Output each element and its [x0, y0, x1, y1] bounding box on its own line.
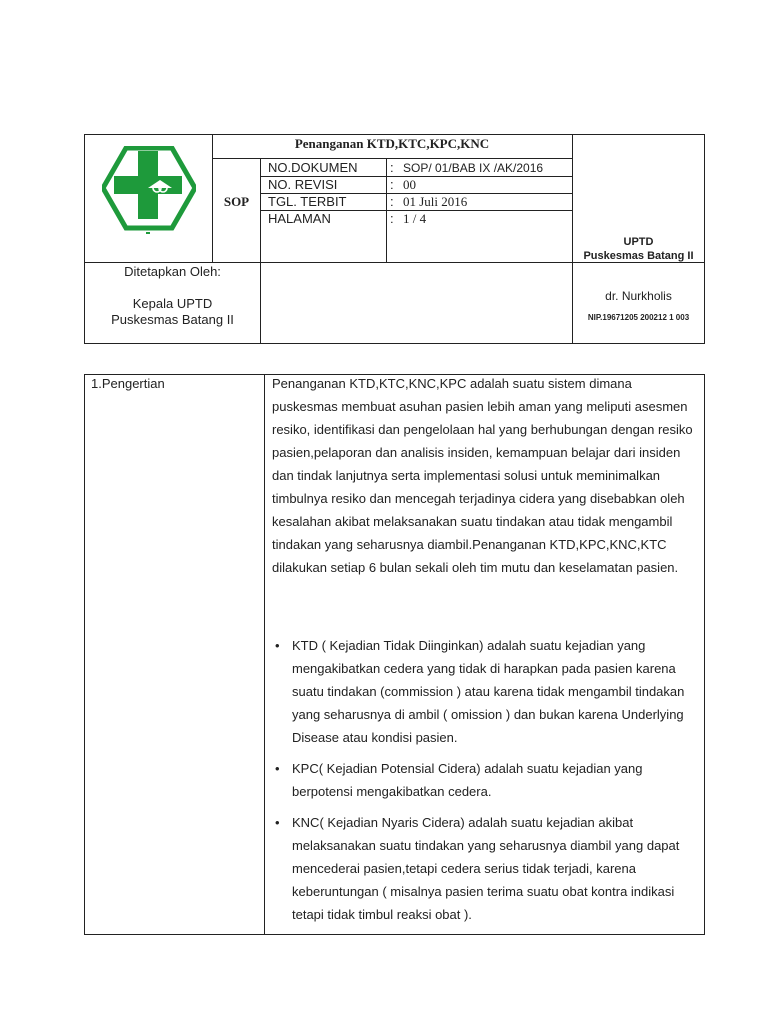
puskesmas-logo-icon: [102, 146, 196, 236]
definition-paragraph: Penanganan KTD,KTC,KNC,KPC adalah suatu sistem dimana puskesmas membuat asuhan pasien lebih aman yang meliputi asesmen resiko, identifikasi dan pengelolaan hal yang berhubungan dengan resiko pasien,pelaporan dan analisis insiden, kemampuan belajar dari insiden dan tindak lanjutnya serta implementasi solusi untuk meminimalkan timbulnya resiko dan mencegah terjadinya cidera yang disebabkan oleh kesalahan akibat melaksanakan suatu tindakan atau tidak mengambil tindakan yang seharusnya diambil.Penanganan KTD,KPC,KNC,KTC dilakukan setiap 6 bulan sekali oleh tim mutu dan keselamatan pasien.: [272, 376, 693, 575]
bullet-item-kpc: • KPC( Kejadian Potensial Cidera) adalah suatu kejadian yang berpotensi mengakibatkan cedera.: [272, 757, 700, 803]
org-name-line2: Puskesmas Batang II: [583, 250, 694, 262]
section-label-pengertian: 1.Pengertian: [91, 376, 165, 391]
org-name-line1: UPTD: [623, 236, 654, 248]
definition-bullet-list: [272, 634, 700, 934]
field-colon: :: [390, 177, 394, 192]
field-value-tgl-terbit: 01 Juli 2016: [403, 194, 468, 209]
bullet-item-ktd: • KTD ( Kejadian Tidak Diinginkan) adalah suatu kejadian yang mengakibatkan cedera yang tidak di harapkan pada pasien karena suatu tindakan (commission ) atau karena tidak mengambil tindakan yang seharusnya di ambil ( omission ) dan bukan karena Underlying Disease atau kondisi pasien.: [272, 634, 700, 749]
sop-label: SOP: [223, 194, 250, 209]
established-by-label: Ditetapkan Oleh:: [124, 264, 221, 279]
field-value-no-revisi: 00: [403, 177, 416, 192]
field-label-no-revisi: NO. REVISI: [268, 177, 338, 192]
signer-name: dr. Nurkholis: [605, 289, 672, 303]
field-value-halaman: 1 / 4: [403, 211, 427, 226]
field-colon: :: [390, 160, 394, 175]
bullet-item-knc: • KNC( Kejadian Nyaris Cidera) adalah suatu kejadian akibat melaksanakan suatu tindakan yang seharusnya diambil yang dapat mencederai pasien,tetapi cedera serius tidak terjadi, karena keberuntungan ( misalnya pasien terima suatu obat kontra indikasi tetapi tidak timbul reaksi obat ).: [272, 811, 700, 926]
field-colon: :: [390, 211, 394, 226]
signer-nip: NIP.19671205 200212 1 003: [587, 313, 690, 322]
document-title: Penanganan KTD,KTC,KPC,KNC: [294, 136, 490, 151]
field-value-no-dokumen: SOP/ 01/BAB IX /AK/2016: [403, 161, 544, 175]
field-colon: :: [390, 194, 394, 209]
field-label-halaman: HALAMAN: [268, 211, 331, 226]
field-label-no-dokumen: NO.DOKUMEN: [268, 160, 358, 175]
field-label-tgl-terbit: TGL. TERBIT: [268, 194, 347, 209]
position-line1: Kepala UPTD: [132, 296, 213, 311]
position-line2: Puskesmas Batang II: [111, 312, 234, 327]
